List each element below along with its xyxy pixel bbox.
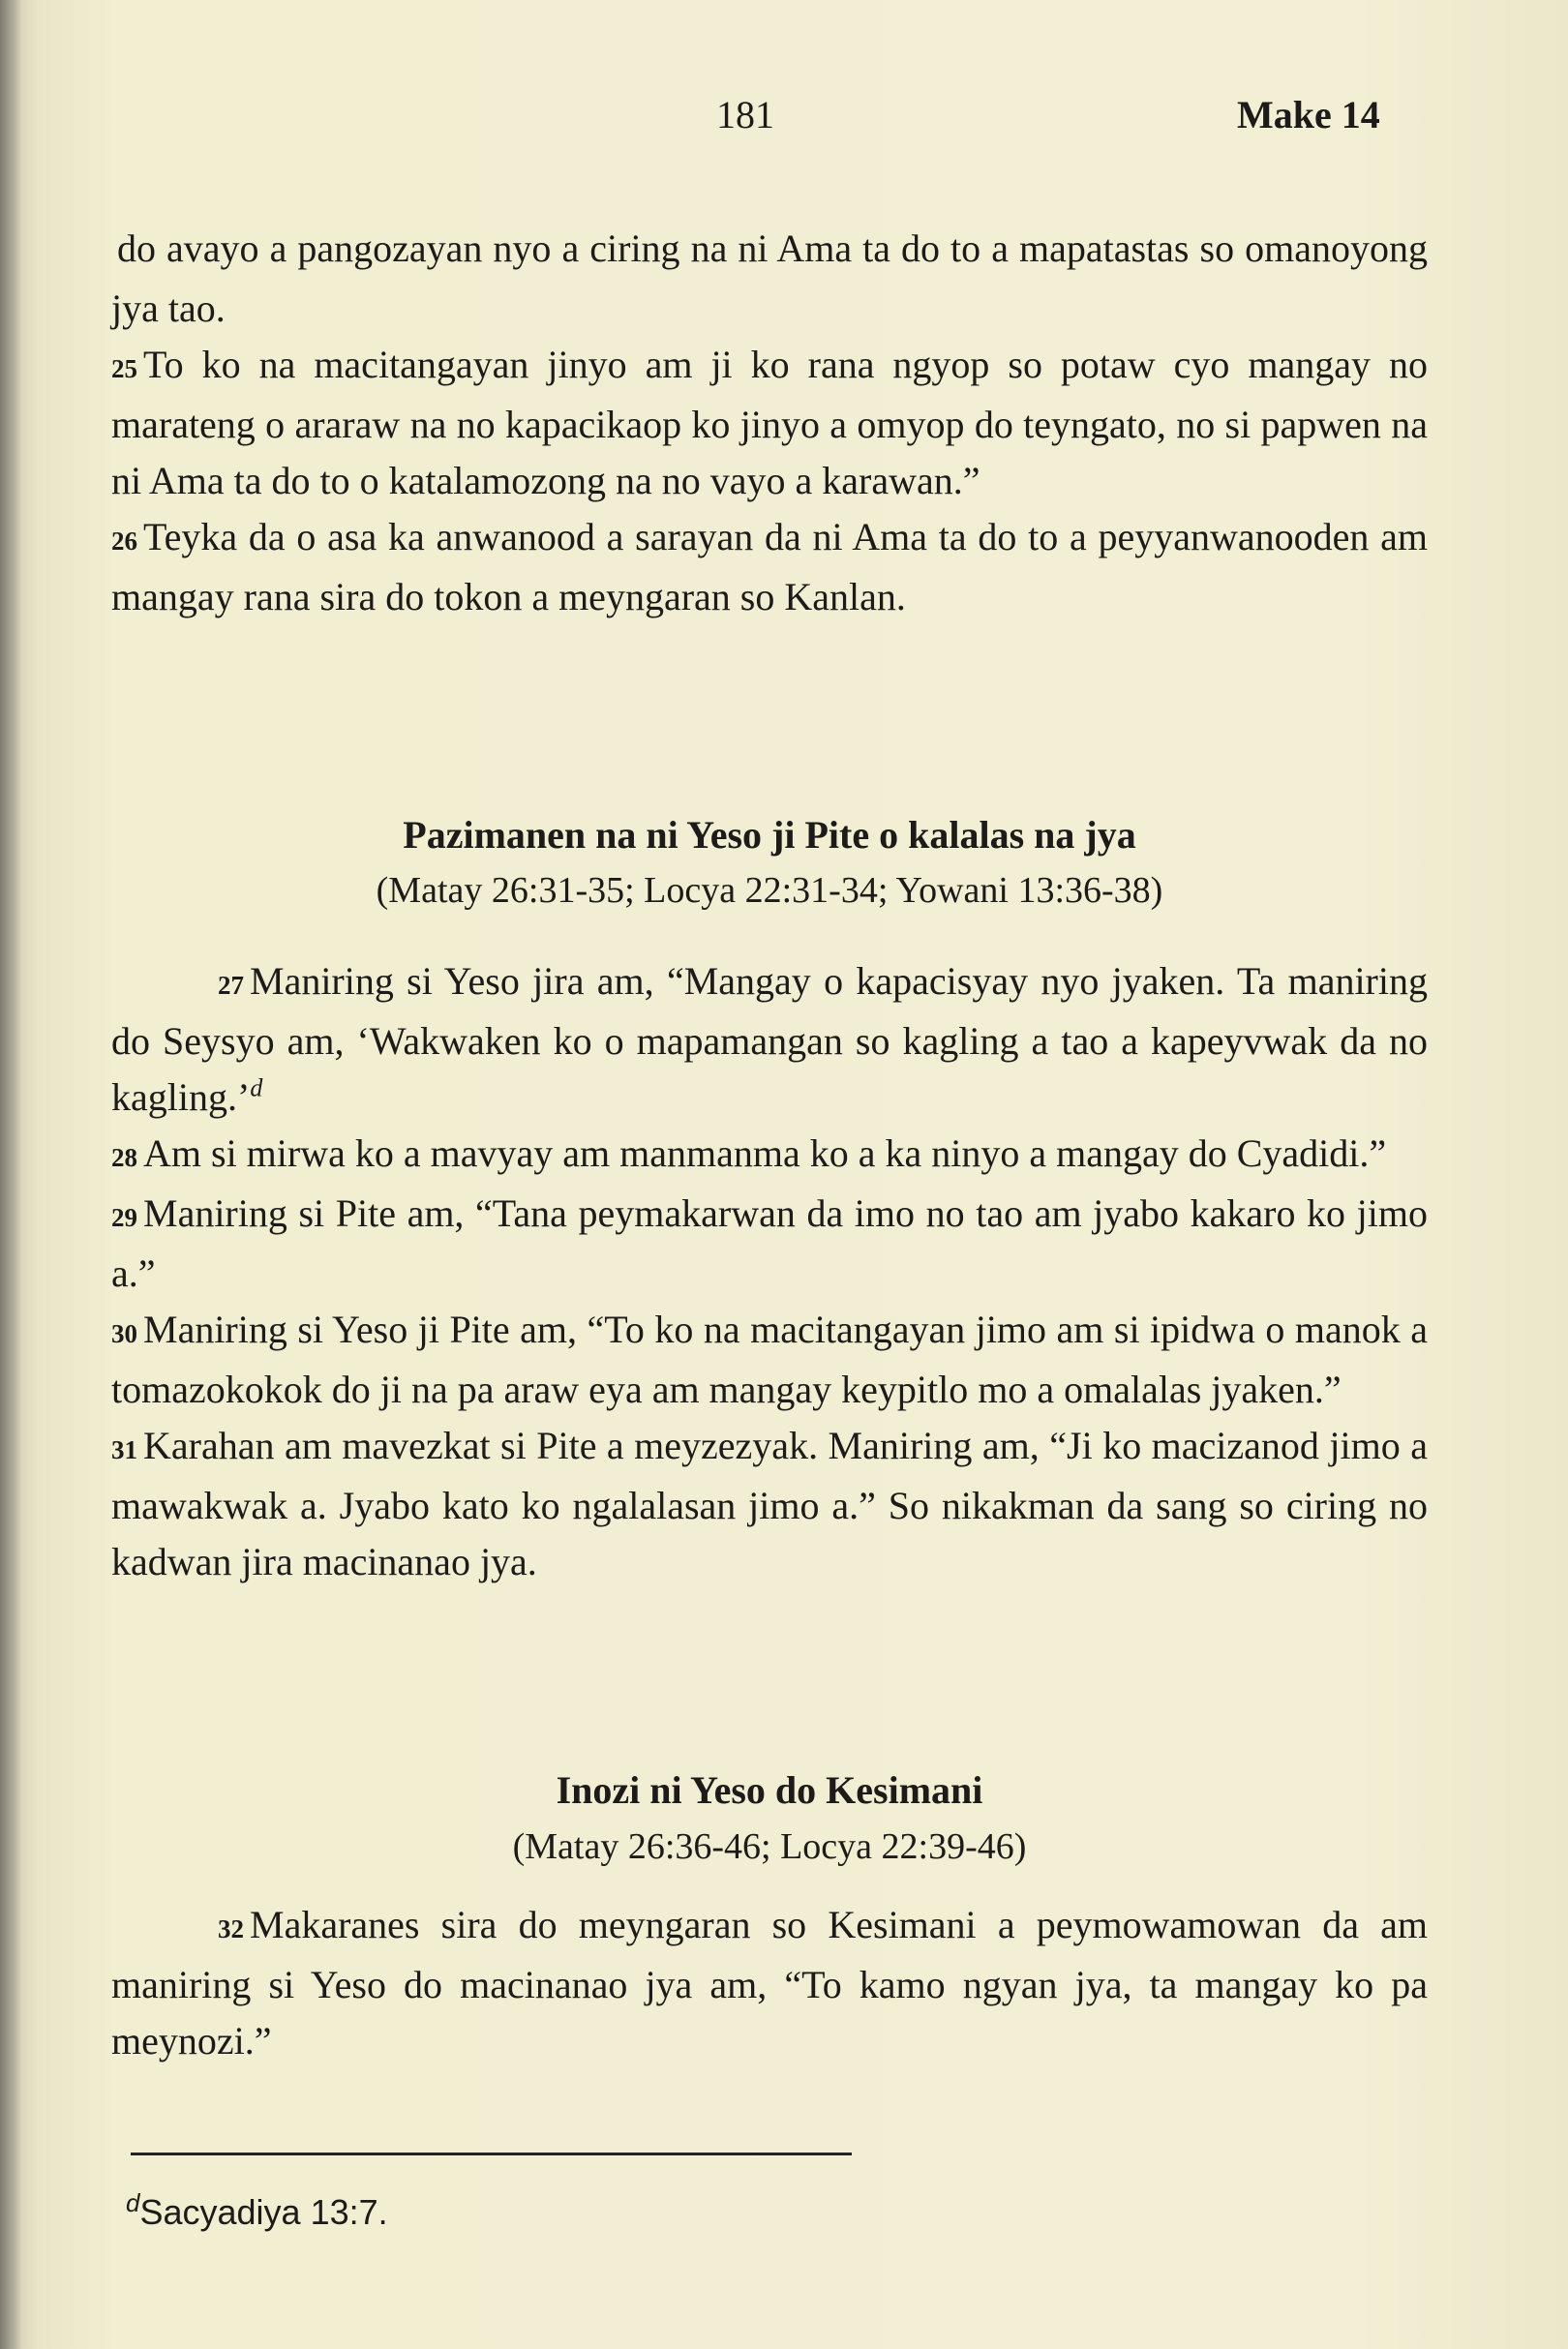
verse-text: To ko na macitangayan jinyo am ji ko rana ngyop so potaw cyo mangay no marateng o araraw na no kapacikaop ko jinyo a omyop do teyngato, no si papwen na ni Ama ta do to o katalamozong na no vayo a karawan.” bbox=[111, 343, 1428, 502]
paragraph bbox=[111, 221, 1428, 337]
section-heading: Inozi ni Yeso do Kesimani bbox=[556, 1768, 983, 1812]
running-head: Make 14 bbox=[1237, 93, 1380, 136]
verse-number: 28 bbox=[111, 1143, 137, 1172]
verse-text: Teyka da o asa ka anwanood a sarayan da ni Ama ta do to a peyyanwanooden am mangay rana sira do tokon a meyngaran so Kanlan. bbox=[111, 515, 1428, 618]
verse-text: Maniring si Pite am, “Tana peymakarwan da imo no tao am jyabo kakaro ko jimo a.” bbox=[111, 1191, 1428, 1295]
verse-text: Am si mirwa ko a mavyay am manmanma ko a ka ninyo a mangay do Cyadidi.” bbox=[143, 1131, 1387, 1175]
paragraph bbox=[111, 953, 1428, 1126]
footnote-mark: d bbox=[126, 2188, 140, 2217]
body-text-bottom bbox=[111, 1897, 1428, 2069]
book-spine-shadow bbox=[0, 0, 21, 2349]
verse-text: Maniring si Yeso ji Pite am, “To ko na macitangayan jimo am si ipidwa o manok a tomazokokok do ji na pa araw eya am mangay keypitlo mo a omalalas jyaken.” bbox=[111, 1308, 1428, 1411]
paragraph bbox=[111, 1186, 1428, 1302]
paragraph bbox=[111, 1302, 1428, 1418]
verse-number: 25 bbox=[111, 354, 137, 383]
footnote-text: Sacyadiya 13:7. bbox=[139, 2192, 388, 2232]
paragraph bbox=[111, 509, 1428, 625]
verse-number: 31 bbox=[111, 1435, 137, 1464]
verse-text: Karahan am mavezkat si Pite a meyzezyak. Maniring am, “Ji ko macizanod jimo a mawakwak a. Jyabo kato ko ngalalasan jimo a.” So nikakman da sang so ciring no kadwan jira macinanao jya. bbox=[111, 1424, 1428, 1583]
footnote bbox=[126, 2188, 388, 2233]
verse-text: Makaranes sira do meyngaran so Kesimani a peymowamowan da am maniring si Yeso do macinanao jya am, “To kamo ngyan jya, ta mangay ko pa meynozi.” bbox=[111, 1903, 1428, 2063]
verse-number: 29 bbox=[111, 1203, 137, 1232]
footnote-marker[interactable]: d bbox=[250, 1073, 263, 1102]
section-cross-references: (Matay 26:31-35; Locya 22:31-34; Yowani 13:36-38) bbox=[376, 870, 1163, 911]
verse-text: Maniring si Yeso jira am, “Mangay o kapacisyay nyo jyaken. Ta maniring do Seysyo am, ‘Wakwaken ko o mapamangan so kagling a tao a kapeyvwak da no kagling.’ bbox=[111, 959, 1428, 1119]
paragraph bbox=[111, 1418, 1428, 1590]
section-heading: Pazimanen na ni Yeso ji Pite o kalalas na jya bbox=[403, 813, 1136, 857]
paragraph bbox=[111, 337, 1428, 509]
verse-number: 26 bbox=[111, 527, 137, 556]
page-header bbox=[0, 92, 1568, 150]
verse-number: 27 bbox=[218, 971, 244, 1000]
verse-number: 30 bbox=[111, 1319, 137, 1348]
verse-number: 32 bbox=[218, 1914, 244, 1943]
paragraph bbox=[111, 1126, 1428, 1186]
section-cross-references: (Matay 26:36-46; Locya 22:39-46) bbox=[512, 1826, 1027, 1867]
paragraph bbox=[111, 1897, 1428, 2069]
verse-text: do avayo a pangozayan nyo a ciring na ni Ama ta do to a mapatastas so omanoyong jya tao. bbox=[111, 226, 1428, 330]
footnote-divider bbox=[131, 2153, 852, 2155]
body-text-top bbox=[111, 221, 1428, 625]
page-number: 181 bbox=[716, 93, 774, 136]
body-text-middle bbox=[111, 953, 1428, 1590]
